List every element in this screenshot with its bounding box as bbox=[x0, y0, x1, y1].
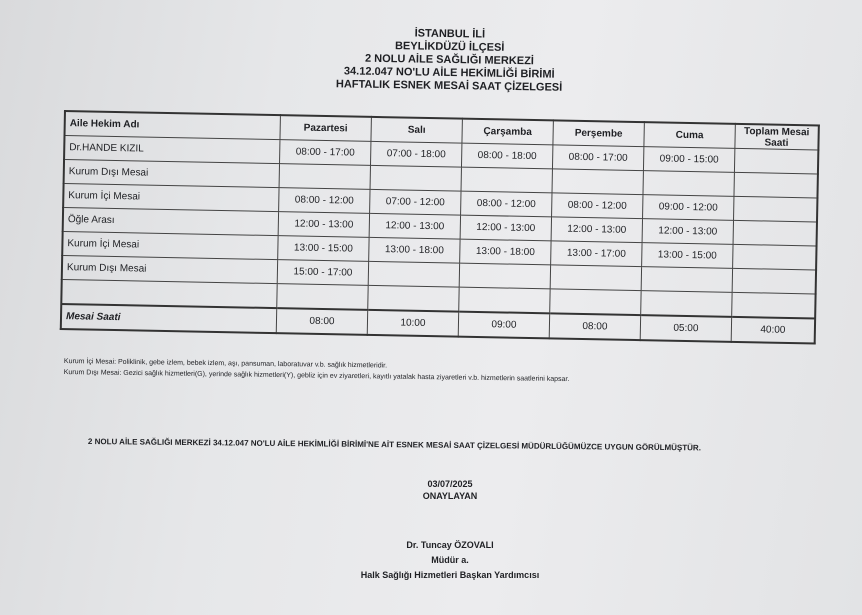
total-cell bbox=[733, 244, 817, 270]
header-unit: 34.12.047 NO'LU AİLE HEKİMLİĞİ BİRİMİ bbox=[343, 65, 555, 81]
time-cell bbox=[643, 171, 734, 197]
time-cell: 15:00 - 17:00 bbox=[277, 260, 368, 286]
document-header bbox=[249, 25, 650, 96]
time-cell: 12:00 - 13:00 bbox=[278, 212, 369, 238]
time-cell bbox=[550, 289, 641, 315]
schedule-table bbox=[60, 110, 820, 344]
row-label: Dr.HANDE KIZIL bbox=[64, 136, 280, 164]
day-header-wednesday: Çarşamba bbox=[462, 119, 553, 145]
approved-by-label: ONAYLAYAN bbox=[422, 491, 478, 501]
approval-statement: 2 NOLU AİLE SAĞLIĞI MERKEZİ 34.12.047 NO'LU AİLE HEKİMLİĞİ BİRİMİ'NE AİT ESNEK MESAİ SAAT ÇİZELGESİ MÜDÜRLÜĞÜMÜZCE UYGUN GÖRÜLMÜŞTÜR. bbox=[87, 437, 701, 453]
time-cell bbox=[641, 267, 732, 293]
time-cell bbox=[279, 164, 370, 190]
time-cell: 12:00 - 13:00 bbox=[460, 215, 551, 241]
time-cell bbox=[461, 167, 552, 193]
signatory-role: Halk Sağlığı Hizmetleri Başkan Yardımcısı bbox=[360, 570, 540, 580]
time-cell bbox=[459, 287, 550, 313]
row-label: Kurum Dışı Mesai bbox=[62, 255, 278, 283]
total-cell bbox=[733, 220, 817, 246]
time-cell: 13:00 - 15:00 bbox=[642, 243, 733, 269]
time-cell: 13:00 - 18:00 bbox=[369, 237, 460, 263]
approval-date: 03/07/2025 bbox=[427, 479, 473, 489]
time-cell bbox=[550, 265, 641, 291]
header-province: İSTANBUL İLİ bbox=[414, 27, 486, 41]
time-cell bbox=[277, 284, 368, 310]
time-cell: 09:00 - 12:00 bbox=[643, 195, 734, 221]
row-label: Kurum İçi Mesai bbox=[62, 231, 278, 259]
total-header: Toplam Mesai Saati bbox=[735, 124, 819, 150]
total-cell bbox=[732, 292, 816, 318]
day-header-monday: Pazartesi bbox=[280, 115, 371, 141]
total-cell bbox=[734, 148, 818, 174]
time-cell bbox=[368, 261, 459, 287]
note-internal: Kurum İçi Mesai: Poliklinik, gebe izlem, bebek izlem, aşı, pansuman, laboratuvar v.b. sağlık hizmetleridir. bbox=[63, 357, 388, 370]
signatory-title: Müdür a. bbox=[431, 555, 469, 565]
day-header-tuesday: Salı bbox=[371, 117, 462, 143]
header-district: BEYLİKDÜZÜ İLÇESİ bbox=[394, 40, 505, 54]
time-cell: 08:00 - 12:00 bbox=[552, 193, 643, 219]
row-label: Kurum Dışı Mesai bbox=[64, 160, 280, 188]
signatory-name: Dr. Tuncay ÖZOVALI bbox=[406, 540, 494, 550]
total-cell bbox=[734, 172, 818, 198]
time-cell: 13:00 - 15:00 bbox=[278, 236, 369, 262]
time-cell: 08:00 - 17:00 bbox=[280, 140, 371, 166]
footer-total: 40:00 bbox=[731, 317, 815, 344]
row-label: Kurum İçi Mesai bbox=[63, 184, 279, 212]
approval-date-block bbox=[390, 478, 510, 502]
time-cell bbox=[368, 285, 459, 311]
footer-label: Mesai Saati bbox=[61, 304, 277, 333]
footer-cell: 09:00 bbox=[458, 312, 549, 339]
time-cell bbox=[552, 169, 643, 195]
corner-header: Aile Hekim Adı bbox=[65, 111, 281, 140]
legend-notes bbox=[64, 356, 764, 388]
time-cell: 08:00 - 17:00 bbox=[552, 145, 643, 171]
time-cell: 12:00 - 13:00 bbox=[642, 219, 733, 245]
footer-cell: 05:00 bbox=[640, 315, 731, 342]
time-cell: 12:00 - 13:00 bbox=[369, 213, 460, 239]
footer-cell: 08:00 bbox=[276, 308, 367, 335]
day-header-friday: Cuma bbox=[644, 122, 735, 148]
signature-block bbox=[320, 538, 580, 583]
time-cell: 13:00 - 17:00 bbox=[551, 241, 642, 267]
note-external: Kurum Dışı Mesai: Gezici sağlık hizmetleri(G), yerinde sağlık hizmetleri(Y), gebliz için ev ziyaretleri, kayıtlı yatalak hasta ziyaretleri v.b. hizmetlerin saatlerini kapsar. bbox=[63, 368, 570, 384]
total-cell bbox=[732, 268, 816, 294]
footer-cell: 08:00 bbox=[549, 313, 640, 340]
time-cell: 08:00 - 12:00 bbox=[461, 191, 552, 217]
time-cell: 12:00 - 13:00 bbox=[551, 217, 642, 243]
time-cell bbox=[459, 263, 550, 289]
time-cell: 07:00 - 18:00 bbox=[370, 141, 461, 167]
total-cell bbox=[734, 196, 818, 222]
time-cell bbox=[641, 291, 732, 317]
header-title: HAFTALIK ESNEK MESAİ SAAT ÇİZELGESİ bbox=[335, 78, 563, 94]
schedule-body bbox=[61, 136, 818, 319]
header-center: 2 NOLU AİLE SAĞLIĞI MERKEZİ bbox=[364, 52, 535, 68]
time-cell: 08:00 - 12:00 bbox=[279, 188, 370, 214]
time-cell: 08:00 - 18:00 bbox=[461, 143, 552, 169]
time-cell: 13:00 - 18:00 bbox=[460, 239, 551, 265]
footer-cell: 10:00 bbox=[367, 310, 458, 337]
row-label: Öğle Arası bbox=[63, 208, 279, 236]
time-cell: 07:00 - 12:00 bbox=[370, 189, 461, 215]
time-cell bbox=[370, 165, 461, 191]
schedule-table-wrapper bbox=[60, 110, 820, 344]
time-cell: 09:00 - 15:00 bbox=[643, 147, 734, 173]
day-header-thursday: Perşembe bbox=[553, 120, 644, 146]
